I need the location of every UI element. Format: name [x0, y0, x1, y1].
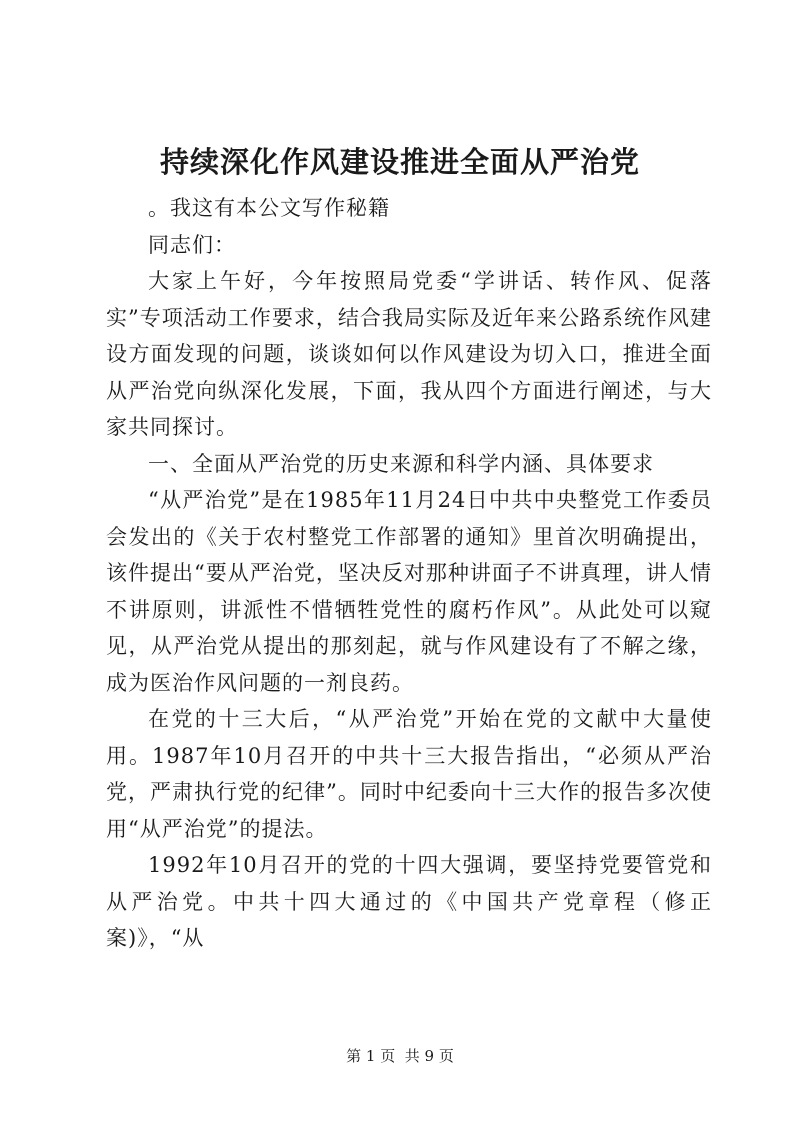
document-body	[106, 190, 712, 957]
paragraph-history-1985: “从严治党”是在1985年11月24日中共中央整党工作委员会发出的《关于农村整党工作部署的通知》里首次明确提出，该件提出“要从严治党，坚决反对那种讲面子不讲真理，讲人情不讲原则，讲派性不惜牺牲党性的腐朽作风”。从此处可以窥见，从严治党从提出的那刻起，就与作风建设有了不解之缘，成为医治作风问题的一剂良药。	[106, 488, 712, 695]
paragraph-opening: 大家上午好，今年按照局党委“学讲话、转作风、促落实”专项活动工作要求，结合我局实际及近年来公路系统作风建设方面发现的问题，谈谈如何以作风建设为切入口，推进全面从严治党向纵深化发展，下面，我从四个方面进行阐述，与大家共同探讨。	[106, 269, 712, 439]
paragraph-salutation: 同志们：	[148, 232, 236, 257]
paragraph-fourteenth-congress: 1992年10月召开的党的十四大强调，要坚持党要管党和从严治党。中共十四大通过的《中国共产党章程（修正案)》，“从	[106, 853, 712, 950]
section-heading-1: 一、全面从严治党的历史来源和科学内涵、具体要求	[148, 451, 654, 476]
page-footer	[0, 1046, 800, 1066]
document-title: 持续深化作风建设推进全面从严治党	[159, 145, 640, 179]
paragraph-intro: 。我这有本公文写作秘籍	[148, 196, 390, 220]
page-number: 第 1 页	[346, 1047, 396, 1065]
page-total: 共 9 页	[404, 1047, 454, 1065]
paragraph-thirteenth-congress: 在党的十三大后，“从严治党”开始在党的文献中大量使用。1987年10月召开的中共十三大报告指出，“必须从严治党，严肃执行党的纪律”。同时中纪委向十三大作的报告多次使用“从严治党”的提法。	[106, 707, 712, 841]
